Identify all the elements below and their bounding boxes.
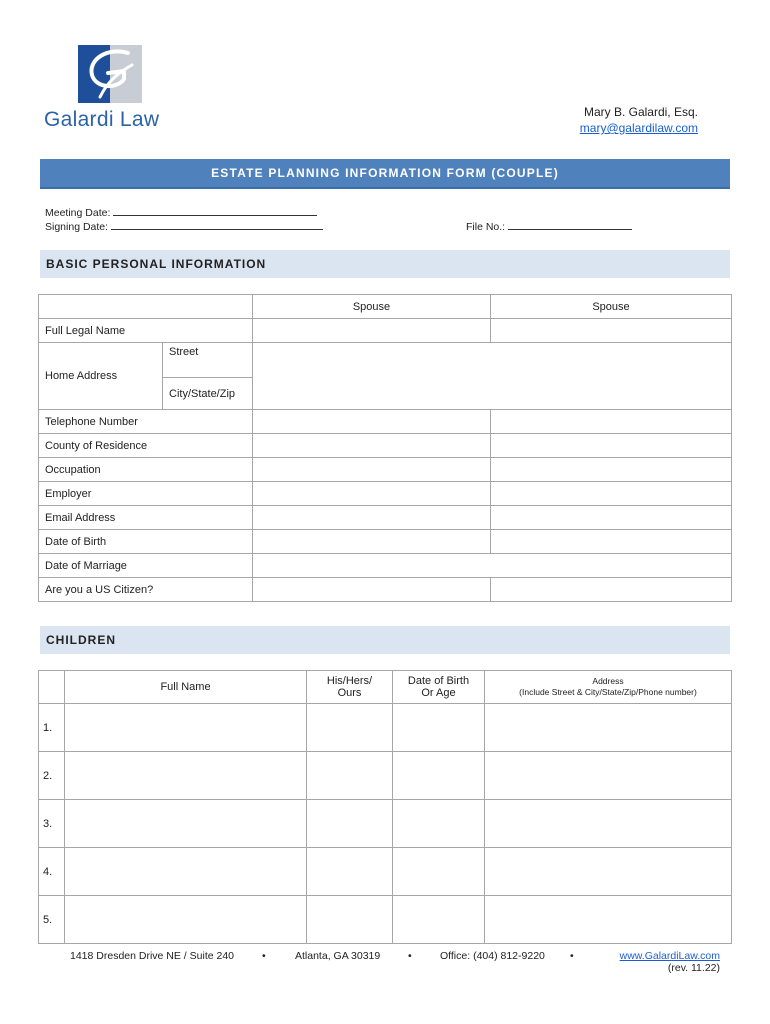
child-dob-field[interactable]: [393, 896, 485, 944]
row-label: Email Address: [39, 506, 253, 530]
contact-block: [580, 104, 698, 136]
address-header: [485, 671, 732, 704]
footer-separator: •: [570, 950, 574, 962]
row-number: 4.: [39, 848, 65, 896]
spouse-1-full-name-field[interactable]: [253, 319, 491, 343]
his-hers-ours-line-1: His/Hers/: [326, 675, 373, 687]
table-row: [39, 530, 732, 554]
row-number: 2.: [39, 752, 65, 800]
spouse-1-dob-field[interactable]: [253, 530, 491, 554]
child-name-field[interactable]: [65, 704, 307, 752]
blank-header-cell: [39, 295, 253, 319]
spouse-2-telephone-field[interactable]: [491, 410, 732, 434]
spouse-2-occupation-field[interactable]: [491, 458, 732, 482]
row-label: Home Address: [39, 343, 163, 410]
spouse-1-header: Spouse: [253, 295, 491, 319]
table-row: [39, 578, 732, 602]
his-hers-ours-header: [307, 671, 393, 704]
row-label: Telephone Number: [39, 410, 253, 434]
children-table: [38, 670, 732, 944]
table-row: [39, 343, 732, 378]
file-no-line: [466, 219, 632, 233]
row-number: 1.: [39, 704, 65, 752]
basic-info-table: [38, 294, 732, 602]
dob-or-age-line-2: Or Age: [421, 687, 456, 699]
website-link[interactable]: www.GalardiLaw.com: [619, 950, 720, 962]
basic-info-heading: BASIC PERSONAL INFORMATION: [40, 250, 730, 278]
table-row: [39, 752, 732, 800]
row-label: Are you a US Citizen?: [39, 578, 253, 602]
street-label: Street: [163, 343, 253, 378]
row-number: 5.: [39, 896, 65, 944]
child-name-field[interactable]: [65, 752, 307, 800]
home-address-field[interactable]: [253, 343, 732, 410]
table-row: [39, 848, 732, 896]
form-title: ESTATE PLANNING INFORMATION FORM (COUPLE): [40, 159, 730, 189]
spouse-1-citizen-field[interactable]: [253, 578, 491, 602]
footer-separator: •: [408, 950, 412, 962]
child-address-field[interactable]: [485, 800, 732, 848]
spouse-1-county-field[interactable]: [253, 434, 491, 458]
dob-or-age-header: [393, 671, 485, 704]
spouse-2-citizen-field[interactable]: [491, 578, 732, 602]
spouse-1-occupation-field[interactable]: [253, 458, 491, 482]
child-name-field[interactable]: [65, 848, 307, 896]
table-row: [39, 410, 732, 434]
child-address-field[interactable]: [485, 848, 732, 896]
firm-name: Galardi Law: [44, 108, 160, 131]
footer-website-block: [620, 950, 720, 974]
table-row: [39, 896, 732, 944]
child-relation-field[interactable]: [307, 800, 393, 848]
his-hers-ours-line-2: Ours: [337, 687, 362, 699]
table-row: [39, 704, 732, 752]
table-row: [39, 671, 732, 704]
address-header-line-2: (Include Street & City/State/Zip/Phone number): [519, 687, 697, 697]
spouse-1-employer-field[interactable]: [253, 482, 491, 506]
dob-or-age-line-1: Date of Birth: [407, 675, 470, 687]
row-label: Full Legal Name: [39, 319, 253, 343]
galardi-g-logo-icon: [78, 45, 142, 103]
table-row: [39, 434, 732, 458]
table-row: [39, 506, 732, 530]
file-no-field[interactable]: [508, 219, 632, 230]
row-label: County of Residence: [39, 434, 253, 458]
child-dob-field[interactable]: [393, 752, 485, 800]
attorney-name: Mary B. Galardi, Esq.: [583, 105, 698, 119]
row-label: Date of Marriage: [39, 554, 253, 578]
blank-header-cell: [39, 671, 65, 704]
child-dob-field[interactable]: [393, 800, 485, 848]
table-row: [39, 458, 732, 482]
row-label: Date of Birth: [39, 530, 253, 554]
city-state-zip-label: City/State/Zip: [163, 378, 253, 410]
spouse-2-header: Spouse: [491, 295, 732, 319]
spouse-1-email-field[interactable]: [253, 506, 491, 530]
meeting-date-line: [45, 205, 317, 219]
date-of-marriage-field[interactable]: [253, 554, 732, 578]
table-row: [39, 800, 732, 848]
footer-address: 1418 Dresden Drive NE / Suite 240: [70, 950, 235, 962]
spouse-1-telephone-field[interactable]: [253, 410, 491, 434]
table-row: [39, 482, 732, 506]
child-name-field[interactable]: [65, 800, 307, 848]
child-relation-field[interactable]: [307, 704, 393, 752]
child-address-field[interactable]: [485, 896, 732, 944]
spouse-2-county-field[interactable]: [491, 434, 732, 458]
children-heading: CHILDREN: [40, 626, 730, 654]
full-name-header: Full Name: [65, 671, 307, 704]
child-relation-field[interactable]: [307, 896, 393, 944]
child-address-field[interactable]: [485, 704, 732, 752]
table-row: [39, 319, 732, 343]
row-label: Employer: [39, 482, 253, 506]
spouse-2-email-field[interactable]: [491, 506, 732, 530]
signing-date-line: [45, 219, 323, 233]
spouse-2-dob-field[interactable]: [491, 530, 732, 554]
revision-label: (rev. 11.22): [667, 962, 720, 974]
address-header-line-1: Address: [592, 676, 624, 686]
signing-date-label: Signing Date:: [45, 221, 109, 233]
footer-office-phone: Office: (404) 812-9220: [440, 950, 545, 962]
spouse-2-employer-field[interactable]: [491, 482, 732, 506]
child-relation-field[interactable]: [307, 752, 393, 800]
spouse-2-full-name-field[interactable]: [491, 319, 732, 343]
footer-separator: •: [262, 950, 266, 962]
table-row: [39, 295, 732, 319]
email-link[interactable]: mary@galardilaw.com: [579, 121, 698, 135]
meeting-date-field[interactable]: [113, 205, 317, 216]
file-no-label: File No.:: [466, 221, 506, 233]
meeting-date-label: Meeting Date:: [45, 207, 111, 219]
signing-date-field[interactable]: [111, 219, 323, 230]
table-row: [39, 554, 732, 578]
child-relation-field[interactable]: [307, 848, 393, 896]
child-dob-field[interactable]: [393, 704, 485, 752]
row-label: Occupation: [39, 458, 253, 482]
footer-city: Atlanta, GA 30319: [295, 950, 381, 962]
child-address-field[interactable]: [485, 752, 732, 800]
child-name-field[interactable]: [65, 896, 307, 944]
row-number: 3.: [39, 800, 65, 848]
child-dob-field[interactable]: [393, 848, 485, 896]
